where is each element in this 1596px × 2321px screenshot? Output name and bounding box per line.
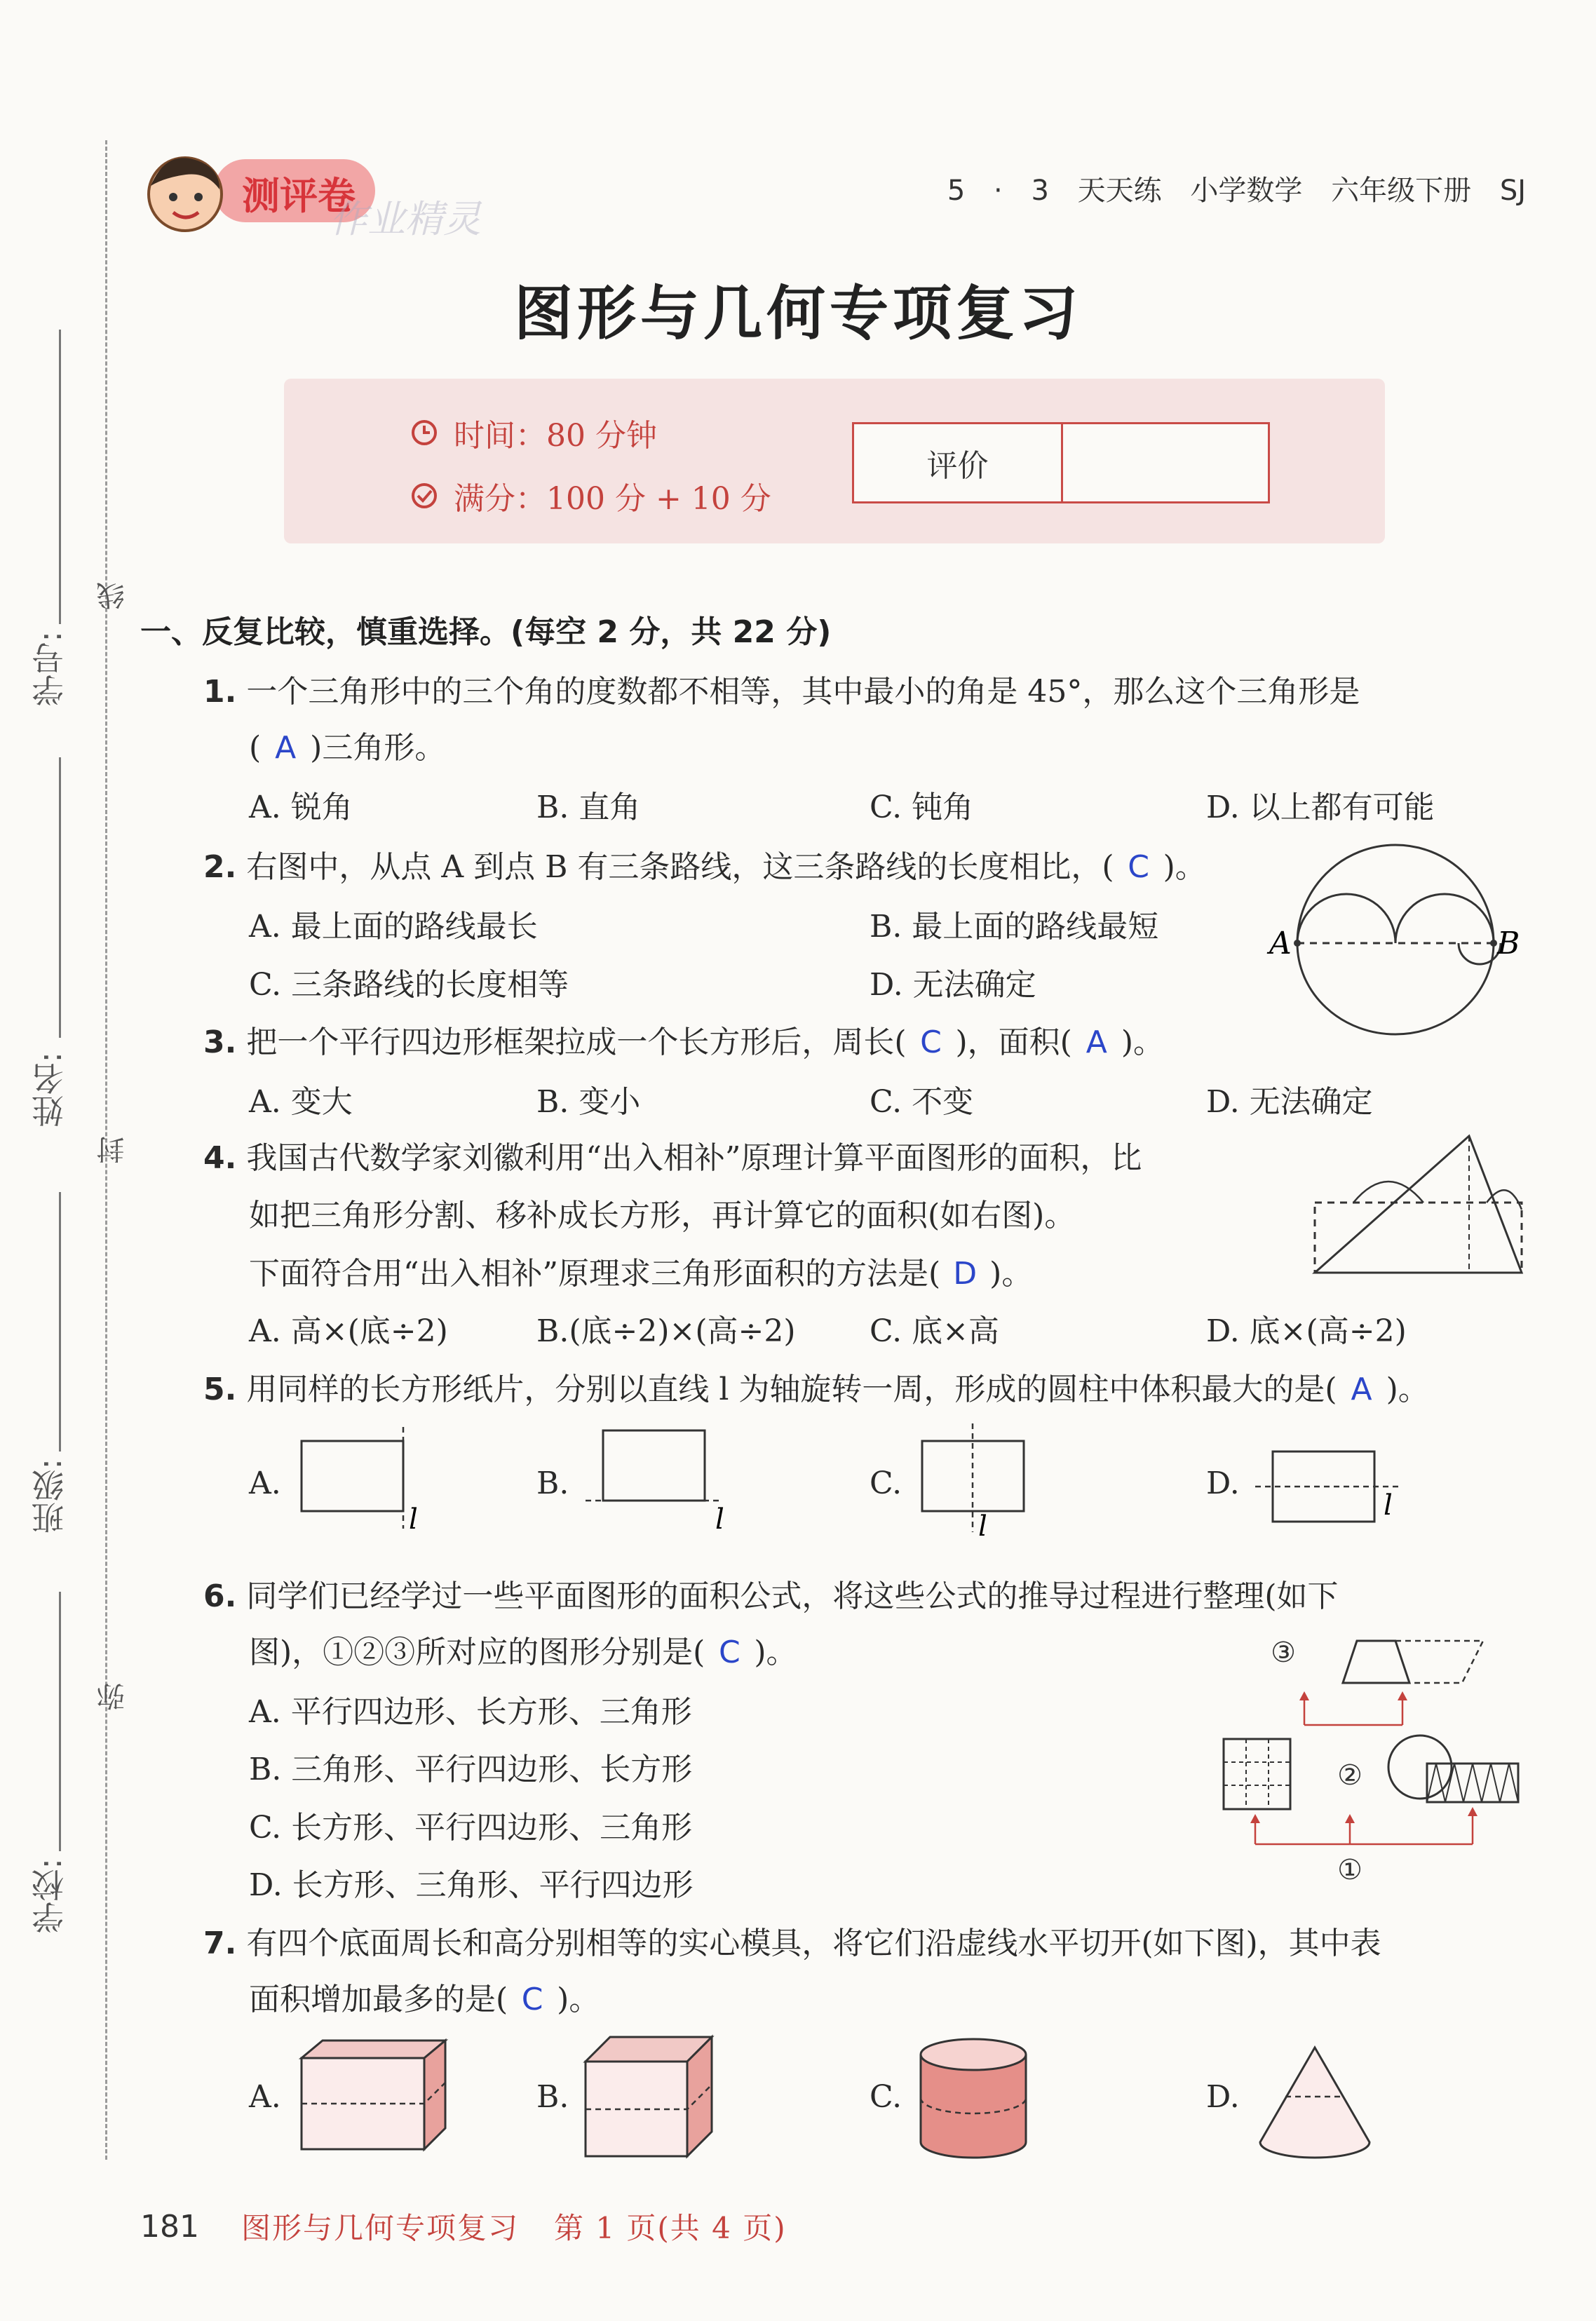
- q5-option-d-figure: [1252, 1423, 1413, 1536]
- q5-option-d: D.: [1206, 1466, 1240, 1501]
- q5-stem: 5. 用同样的长方形纸片，分别以直线 l 为轴旋转一周，形成的圆柱中体积最大的是( A )。: [203, 1372, 1429, 1407]
- q4-option-c: C. 底×高: [870, 1313, 999, 1349]
- q2-option-c: C. 三条路线的长度相等: [249, 967, 569, 1003]
- q7-cone-figure: [1252, 2044, 1378, 2163]
- page-footer: [140, 2205, 787, 2247]
- q7-option-b: B.: [536, 2079, 569, 2115]
- q4-stem-3: 下面符合用“出入相补”原理求三角形面积的方法是( D )。: [249, 1256, 1033, 1292]
- score-row: [410, 473, 771, 518]
- q6-option-c: C. 长方形、平行四边形、三角形: [249, 1810, 693, 1846]
- svg-text:l: l: [1384, 1489, 1393, 1522]
- q7-stem-2: 面积增加最多的是( C )。: [249, 1982, 600, 2017]
- q7-option-d: D.: [1206, 2079, 1240, 2115]
- q4-answer: D: [953, 1256, 978, 1292]
- q6-stem-2: 图)，①②③所对应的图形分别是( C )。: [249, 1635, 797, 1670]
- check-circle-icon: [410, 482, 438, 510]
- class-label: 班级:: [31, 1459, 69, 1534]
- q7-option-c: C.: [870, 2079, 902, 2115]
- footer-page-count: 第 1 页(共 4 页): [554, 2211, 787, 2245]
- svg-text:l: l: [978, 1510, 987, 1543]
- grade-name: 六年级下册: [1331, 175, 1472, 207]
- page-number: 181: [140, 2208, 199, 2245]
- q6-derivation-diagram: [1217, 1627, 1525, 1893]
- q3-answer-area: A: [1086, 1024, 1107, 1060]
- mark-3: ③: [1271, 1637, 1296, 1669]
- badge-label: 测评卷: [242, 174, 356, 218]
- q3-option-a: A. 变大: [249, 1084, 353, 1120]
- q6-option-b: B. 三角形、平行四边形、长方形: [249, 1752, 693, 1787]
- q2-option-a: A. 最上面的路线最长: [249, 909, 538, 945]
- q5-option-a-figure: [298, 1423, 431, 1536]
- mark-1: ①: [1337, 1854, 1362, 1886]
- q3-option-c: C. 不变: [870, 1084, 974, 1120]
- point-b-label: B: [1497, 926, 1520, 961]
- q1-option-b: B. 直角: [536, 790, 641, 825]
- q4-option-b: B.(底÷2)×(高÷2): [536, 1313, 796, 1349]
- name-label: 姓名:: [31, 1052, 69, 1128]
- q1-option-c: C. 钝角: [870, 790, 974, 825]
- page-title: 图形与几何专项复习: [513, 279, 1082, 348]
- exam-info-box: [284, 379, 1385, 543]
- q4-stem-2: 如把三角形分割、移补成长方形，再计算它的面积(如右图)。: [249, 1198, 1076, 1233]
- cut-word-close: 弥: [97, 1683, 129, 1711]
- q1-stem: 1. 一个三角形中的三个角的度数都不相等，其中最小的角是 45°，那么这个三角形是: [203, 674, 1360, 710]
- q2-route-figure: [1269, 841, 1522, 1038]
- q2-stem: 2. 右图中，从点 A 到点 B 有三条路线，这三条路线的长度相比，( C )。: [203, 849, 1206, 885]
- cartoon-boy-icon: [144, 151, 226, 234]
- q3-option-b: B. 变小: [536, 1084, 641, 1120]
- evaluation-field[interactable]: [1063, 424, 1268, 501]
- time-text: 时间：80 分钟: [454, 418, 657, 454]
- score-text: 满分：100 分 + 10 分: [454, 481, 771, 517]
- q7-stem-1: 7. 有四个底面周长和高分别相等的实心模具，将它们沿虚线水平切开(如下图)，其中表: [203, 1926, 1381, 1961]
- evaluation-table: [852, 422, 1270, 503]
- q4-option-d: D. 底×(高÷2): [1206, 1313, 1407, 1349]
- q5-option-b: B.: [536, 1466, 569, 1501]
- q7-cylinder-figure: [915, 2034, 1034, 2163]
- section-heading: 一、反复比较，慎重选择。(每空 2 分，共 22 分): [140, 614, 832, 650]
- q7-cube-figure: [582, 2034, 722, 2160]
- q3-answer-perimeter: C: [920, 1024, 942, 1060]
- edition-code: SJ: [1499, 175, 1526, 207]
- q2-option-b: B. 最上面的路线最短: [870, 909, 1159, 945]
- q1-answer: A: [275, 730, 297, 766]
- q5-answer: A: [1351, 1372, 1372, 1407]
- q1-answer-line: ( A )三角形。: [249, 730, 446, 766]
- q5-option-c: C.: [870, 1466, 902, 1501]
- q2-option-d: D. 无法确定: [870, 967, 1036, 1003]
- clock-icon: [410, 419, 438, 447]
- student-no-label: 学号:: [31, 631, 69, 707]
- q3-option-d: D. 无法确定: [1206, 1084, 1373, 1120]
- q6-answer: C: [718, 1635, 740, 1670]
- cut-word-line: 线: [97, 582, 129, 610]
- q3-stem: 3. 把一个平行四边形框架拉成一个长方形后，周长( C )，面积( A )。: [203, 1024, 1165, 1060]
- point-a-label: A: [1269, 926, 1292, 961]
- q1-option-d: D. 以上都有可能: [1206, 790, 1435, 825]
- q7-cuboid-figure: [298, 2037, 459, 2156]
- q4-triangle-figure: [1311, 1132, 1529, 1283]
- mark-2: ②: [1337, 1759, 1362, 1792]
- header-series: [947, 168, 1526, 208]
- watermark-text: 作业精灵: [330, 197, 481, 241]
- student-no-field[interactable]: [59, 330, 61, 624]
- q6-option-d: D. 长方形、三角形、平行四边形: [249, 1867, 694, 1903]
- q7-answer: C: [521, 1982, 543, 2017]
- footer-title: 图形与几何专项复习: [241, 2211, 519, 2245]
- svg-text:l: l: [715, 1503, 724, 1536]
- q2-answer: C: [1128, 849, 1149, 885]
- q7-option-a: A.: [249, 2079, 281, 2115]
- class-field[interactable]: [59, 1192, 61, 1452]
- school-field[interactable]: [59, 1592, 61, 1851]
- q5-option-c-figure: [915, 1420, 1034, 1546]
- cut-word-seal: 封: [97, 1136, 129, 1164]
- q4-option-a: A. 高×(底÷2): [249, 1313, 448, 1349]
- q6-option-a: A. 平行四边形、长方形、三角形: [249, 1694, 692, 1730]
- evaluation-label: 评价: [854, 424, 1063, 501]
- q5-option-a: A.: [249, 1466, 281, 1501]
- subject-name: 小学数学: [1190, 175, 1303, 207]
- time-row: [410, 410, 657, 455]
- q5-option-b-figure: [582, 1423, 743, 1536]
- school-label: 学校:: [31, 1858, 69, 1934]
- series-name: 5 · 3 天天练: [947, 175, 1162, 207]
- q1-option-a: A. 锐角: [249, 790, 353, 825]
- q4-stem-1: 4. 我国古代数学家刘徽利用“出入相补”原理计算平面图形的面积，比: [203, 1140, 1142, 1176]
- name-field[interactable]: [59, 757, 61, 1038]
- q6-stem-1: 6. 同学们已经学过一些平面图形的面积公式，将这些公式的推导过程进行整理(如下: [203, 1578, 1339, 1614]
- svg-text:l: l: [409, 1503, 418, 1536]
